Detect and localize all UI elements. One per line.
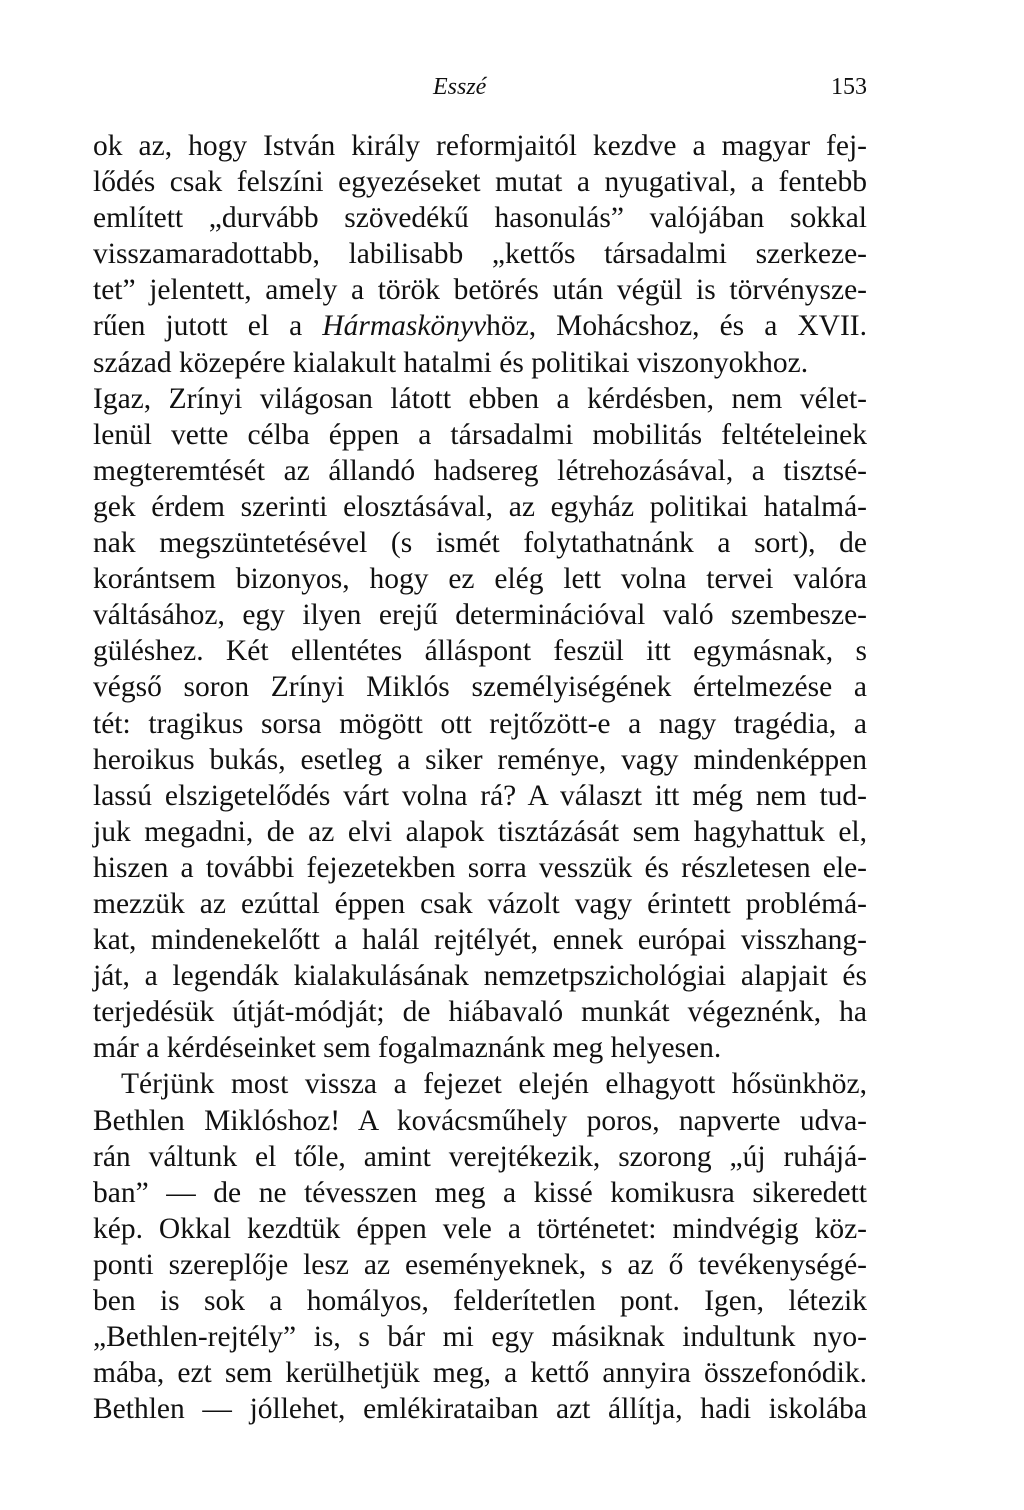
text-line: gek érdem szerinti elosztásával, az egyház politikai hatalmá- [93, 490, 867, 523]
text-line: hiszen a további fejezetekben sorra vesszük és részletesen ele- [93, 851, 867, 884]
text-line: rűen jutott el a Hármaskönyvhöz, Mohácshoz, és a XVII. [93, 310, 867, 343]
text-line: lassú elszigetelődés várt volna rá? A választ itt még nem tud- [93, 779, 867, 812]
text-line: már a kérdéseinket sem fogalmaznánk meg helyesen. [93, 1032, 722, 1065]
text-line: juk megadni, de az elvi alapok tisztázását sem hagyhattuk el, [93, 815, 867, 848]
text-line: kat, mindenekelőtt a halál rejtélyét, ennek európai visszhang- [93, 924, 867, 957]
running-head [93, 70, 867, 110]
text-line: század közepére kialakult hatalmi és politikai viszonyokhoz. [93, 346, 809, 379]
book-page [93, 70, 867, 1427]
text-line: heroikus bukás, esetleg a siker reménye, vagy mindenképpen [93, 743, 867, 776]
text-line: megteremtését az állandó hadsereg létrehozásával, a tisztsé- [93, 454, 867, 487]
page-number: 153 [831, 74, 867, 100]
text-line: mába, ezt sem kerülhetjük meg, a kettő annyira összefonódik. [93, 1357, 867, 1390]
text-line: mezzük az ezúttal éppen csak vázolt vagy érintett problémá- [93, 887, 867, 920]
text-line: lődés csak felszíni egyezéseket mutat a nyugatival, a fentebb [93, 166, 867, 199]
text-line: Bethlen — jóllehet, emlékirataiban azt állítja, hadi iskolába [93, 1393, 867, 1426]
running-title: Esszé [433, 74, 487, 100]
text-line: említett „durvább szövedékű hasonulás” valójában sokkal [93, 202, 867, 235]
text-line: Igaz, Zrínyi világosan látott ebben a kérdésben, nem vélet- [93, 382, 867, 415]
text-line: tét: tragikus sorsa mögött ott rejtőzött-e a nagy tragédia, a [93, 707, 867, 740]
body-text [93, 128, 867, 1427]
text-line: Térjünk most vissza a fejezet elején elhagyott hősünkhöz, [121, 1068, 867, 1101]
text-line: „Bethlen-rejtély” is, s bár mi egy másiknak indultunk nyo- [93, 1321, 867, 1354]
italic-title: Hármaskönyv [322, 310, 487, 343]
text-line: rán váltunk el tőle, amint verejtékezik, szorong „új ruhájá- [93, 1140, 867, 1173]
text-line: végső soron Zrínyi Miklós személyiségének értelmezése a [93, 671, 867, 704]
text-line: Bethlen Miklóshoz! A kovácsműhely poros, napverte udva- [93, 1104, 867, 1137]
text-line: nak megszüntetésével (s ismét folytathatnánk a sort), de [93, 527, 867, 560]
text-line: terjedésük útját-módját; de hiábavaló munkát végeznénk, ha [93, 996, 867, 1029]
text-line: ját, a legendák kialakulásának nemzetpszichológiai alapjait és [93, 960, 867, 993]
text-line: korántsem bizonyos, hogy ez elég lett volna tervei valóra [93, 563, 867, 596]
text-line: váltásához, egy ilyen erejű determinációval való szembesze- [93, 599, 867, 632]
text-line: lenül vette célba éppen a társadalmi mobilitás feltételeinek [93, 418, 867, 451]
text-line: tet” jelentett, amely a török betörés után végül is törvénysze- [93, 274, 867, 307]
text-line: ben is sok a homályos, felderítetlen pont. Igen, létezik [93, 1285, 867, 1317]
text-line: ban” — de ne tévesszen meg a kissé komikusra sikeredett [93, 1176, 867, 1209]
text-line: güléshez. Két ellentétes álláspont feszül itt egymásnak, s [93, 635, 867, 668]
text-line: ok az, hogy István király reformjaitól kezdve a magyar fej- [93, 130, 867, 162]
text-line: kép. Okkal kezdtük éppen vele a történetet: mindvégig köz- [93, 1212, 867, 1245]
text-line: ponti szereplője lesz az eseményeknek, s az ő tevékenységé- [93, 1248, 867, 1281]
text-line: visszamaradottabb, labilisabb „kettős társadalmi szerkeze- [93, 238, 867, 271]
